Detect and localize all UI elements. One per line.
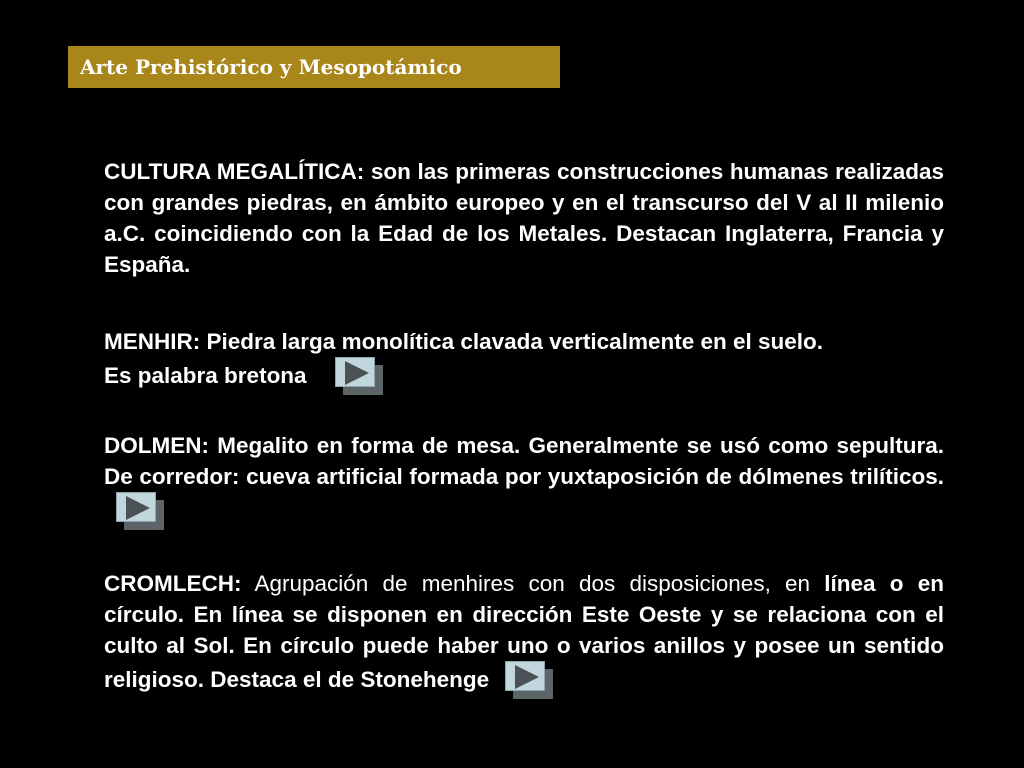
paragraph-text: Piedra larga monolítica clavada verticalmente en el suelo. [200,329,824,354]
button-face [505,661,545,691]
paragraph-lead: DOLMEN: [104,433,209,458]
button-face [116,492,156,522]
paragraph-menhir [104,326,944,391]
paragraph-text: línea o en círculo. En línea se disponen en dirección Este Oeste y se relaciona con el culto al Sol. En círculo puede haber uno o varios anillos y posee un sentido religioso. Destaca el de Stonehenge [104,571,945,692]
cromlech-play-button[interactable] [505,661,549,695]
paragraph-text: son las primeras construcciones humanas realizadas con grandes piedras, en ámbito europeo y en el transcurso del V al II milenio a.C. coincidiendo con la Edad de los Metales. Destacan Inglaterra, Francia y España. [104,159,944,277]
paragraph-text-line2: Es palabra bretona [104,363,307,388]
paragraph-dolmen [104,430,944,526]
paragraph-lead: MENHIR: [104,329,201,354]
paragraph-lead: CULTURA MEGALÍTICA: [104,159,365,184]
page-title: Arte Prehistórico y Mesopotámico [80,55,462,79]
paragraph-text-light: Agrupación de menhires con dos disposiciones, en [241,571,811,596]
paragraph-cultura-megalitica [104,156,944,280]
play-icon [126,496,150,520]
play-icon [345,361,369,385]
menhir-play-button[interactable] [335,357,379,391]
title-banner [68,46,560,88]
paragraph-cromlech [104,568,944,695]
paragraph-lead: CROMLECH: [104,571,242,596]
dolmen-play-button[interactable] [116,492,160,526]
play-icon [515,665,539,689]
button-face [335,357,375,387]
paragraph-text: Megalito en forma de mesa. Generalmente se usó como sepultura. De corredor: cueva artificial formada por yuxtaposición de dólmenes trilíticos. [104,433,944,489]
